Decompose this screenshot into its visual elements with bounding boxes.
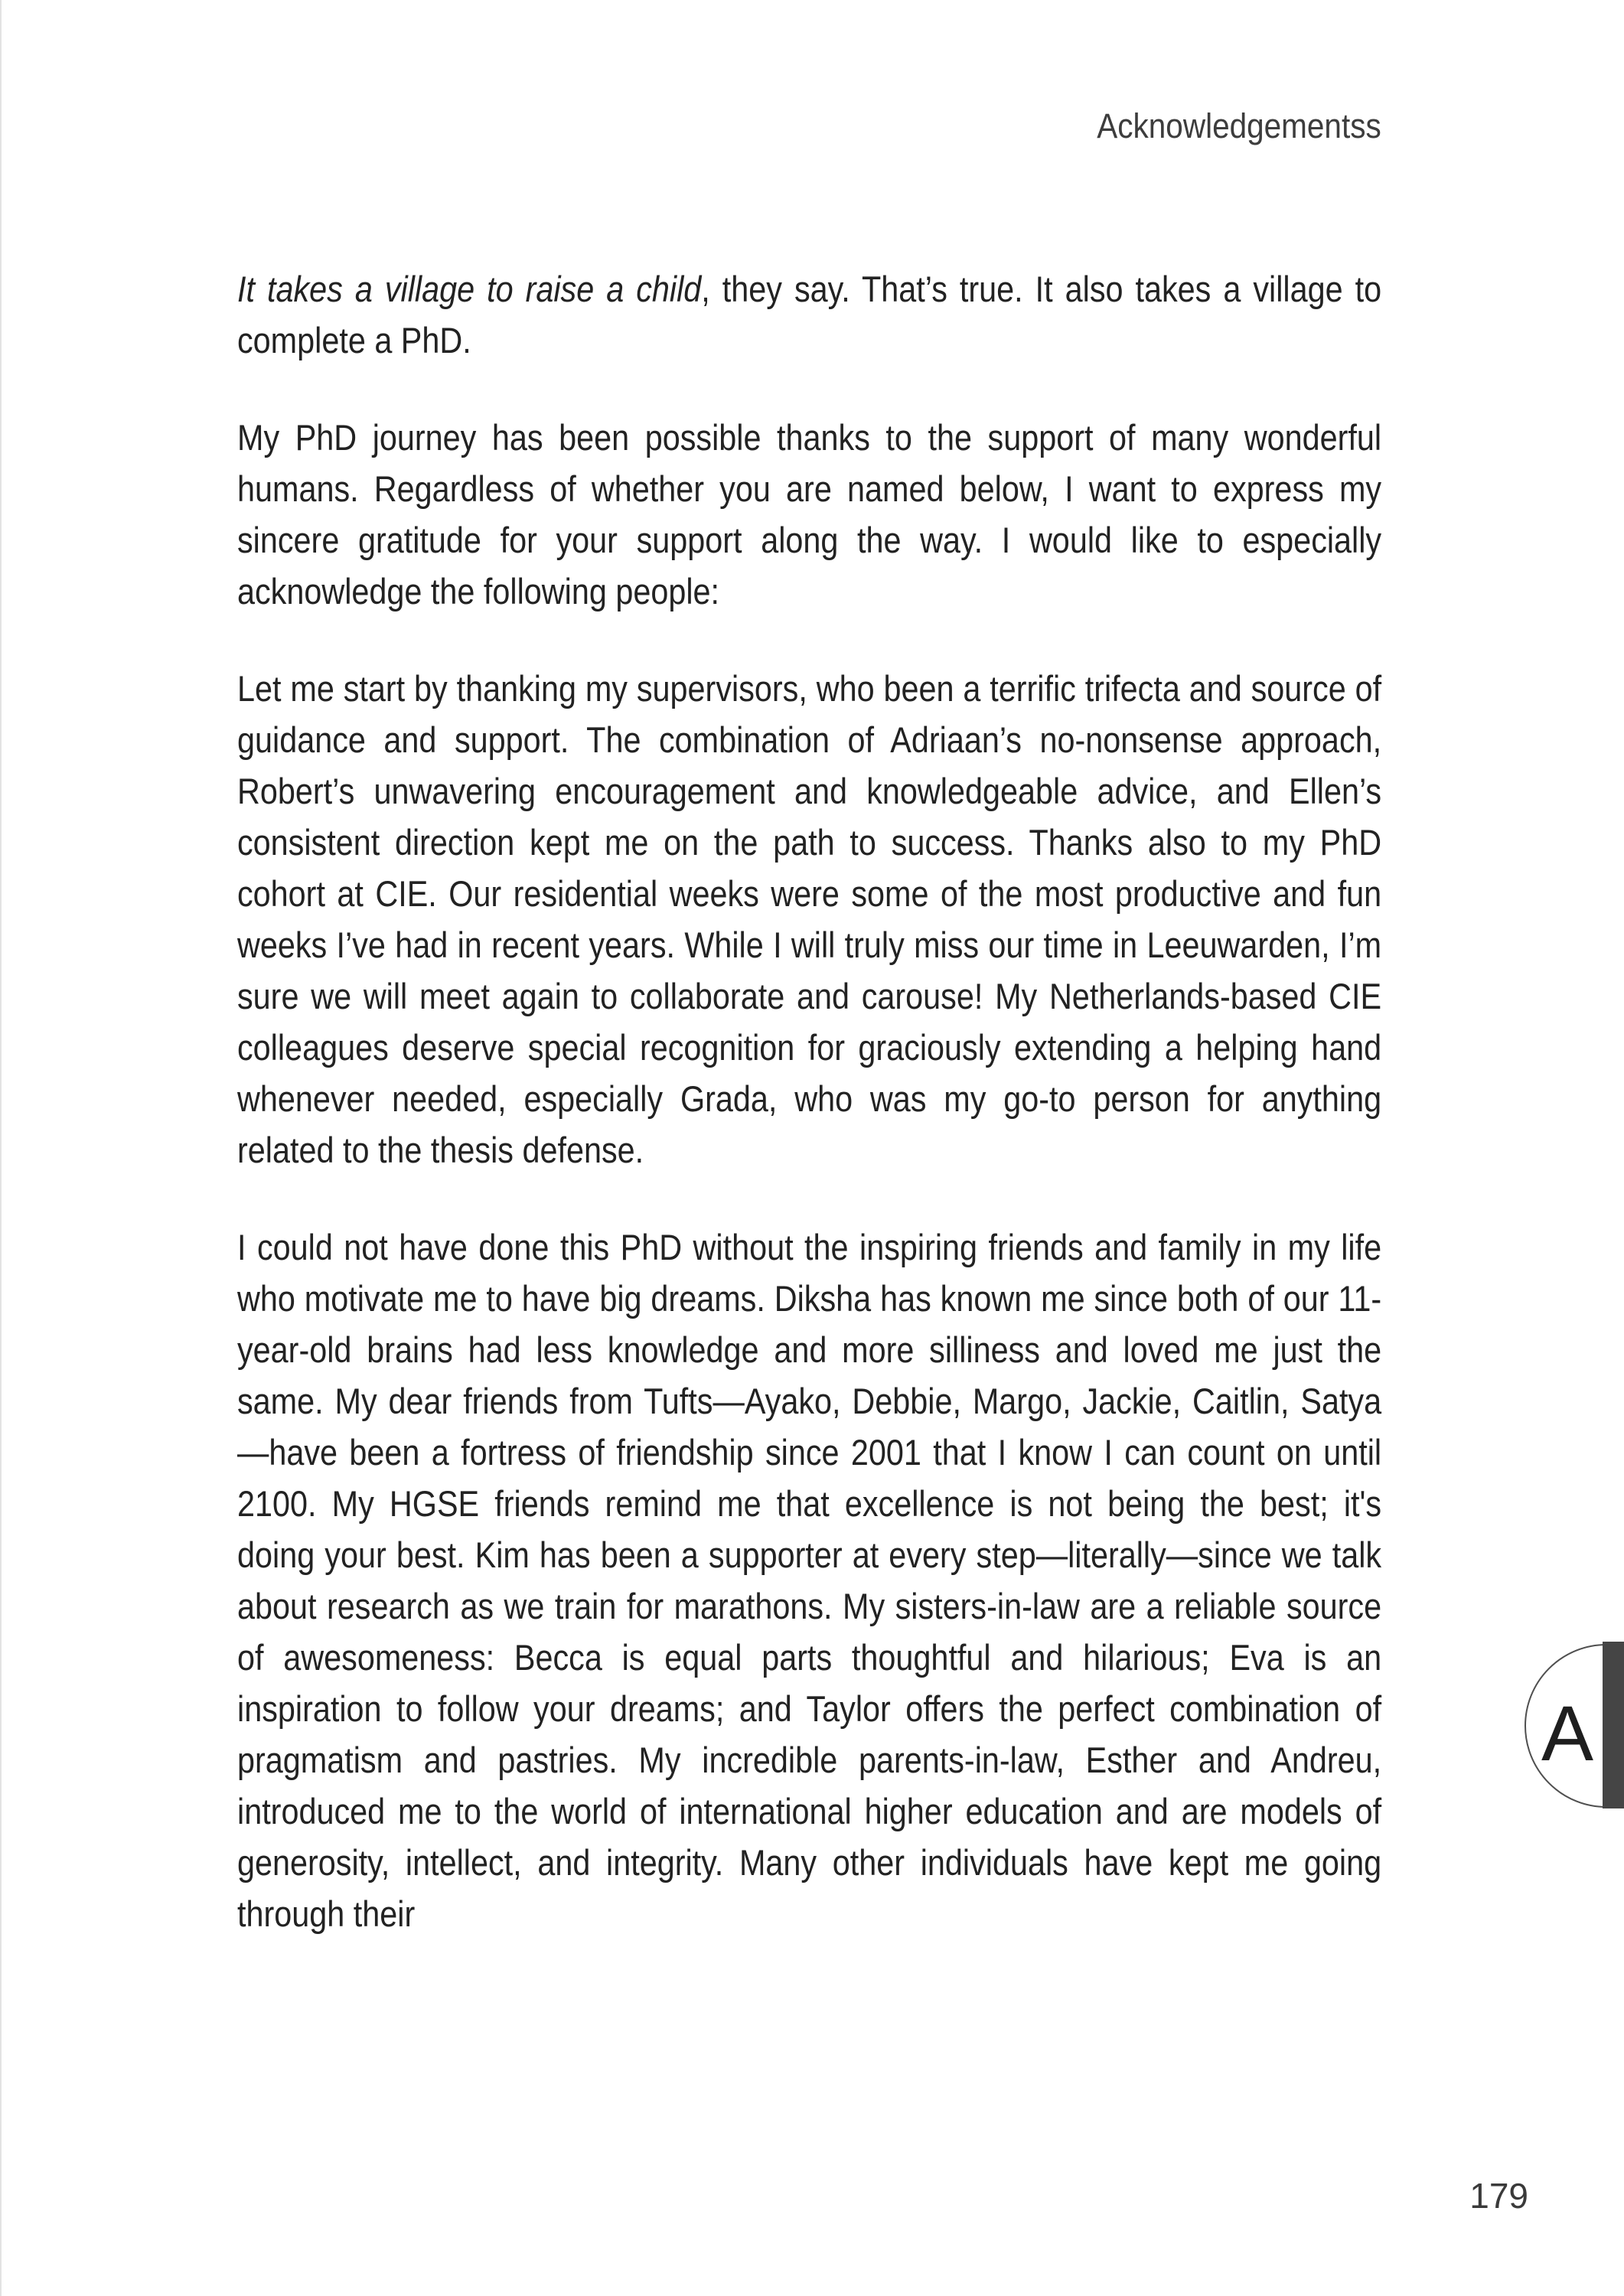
- paragraph-journey: My PhD journey has been possible thanks to the support of many wonderful humans. Regardless of whether you are named below, I want to express my sincere gratitude for your support along the way. I would like to especially acknowledge the following people:: [237, 417, 1382, 612]
- thumb-index-letter: A: [1541, 1690, 1594, 1777]
- page-edge-line: [0, 0, 2, 2296]
- body-text-block: [237, 263, 1381, 1939]
- running-header: [1065, 107, 1381, 145]
- paragraph-supervisors: Let me start by thanking my supervisors, who been a terrific trifecta and source of guidance and support. The combination of Adriaan’s no-nonsense approach, Robert’s unwavering encouragement and knowledgeable advice, and Ellen’s consistent direction kept me on the path to success. Thanks also to my PhD cohort at CIE. Our residential weeks were some of the most productive and fun weeks I’ve had in recent years. While I will truly miss our time in Leeuwarden, I’m sure we will meet again to collaborate and carouse! My Netherlands-based CIE colleagues deserve special recognition for graciously extending a helping hand whenever needed, especially Grada, who was my go-to person for anything related to the thesis defense.: [237, 668, 1382, 1170]
- paragraph-intro-rest: , they say. That’s true. It also takes a village to complete a PhD.: [237, 269, 1382, 360]
- page-number: 179: [1469, 2176, 1528, 2216]
- running-header-text: Acknowledgementss: [1097, 106, 1381, 145]
- paragraph-friends-family: I could not have done this PhD without the inspiring friends and family in my life who motivate me to have big dreams. Diksha has known me since both of our 11-year-old brains had less knowledge and more silliness and loved me just the same. My dear friends from Tufts—Ayako, Debbie, Margo, Jackie, Caitlin, Satya—have been a fortress of friendship since 2001 that I know I can count on until 2100. My HGSE friends remind me that excellence is not being the best; it's doing your best. Kim has been a supporter at every step—literally—since we talk about research as we train for marathons. My sisters-in-law are a reliable source of awesomeness: Becca is equal parts thoughtful and hilarious; Eva is an inspiration to follow your dreams; and Taylor offers the perfect combination of pragmatism and pastries. My incredible parents-in-law, Esther and Andreu, introduced me to the world of international higher education and are models of generosity, intellect, and integrity. Many other individuals have kept me going through their: [237, 1227, 1382, 1934]
- paragraph-intro: [237, 263, 1381, 366]
- italic-lead-phrase: It takes a village to raise a child: [237, 269, 702, 309]
